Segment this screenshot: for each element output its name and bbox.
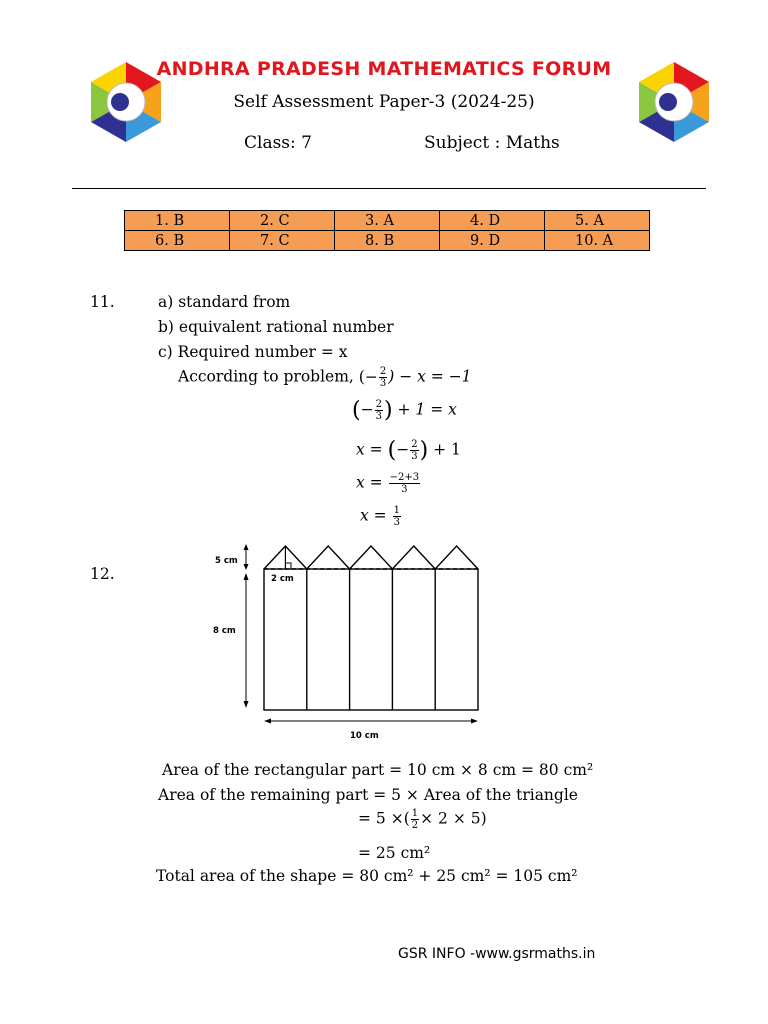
- frac-den: 3: [379, 378, 387, 389]
- minus-sign: −: [396, 440, 410, 459]
- answer-cell: 6. B: [125, 231, 230, 251]
- rect-width-label: 10 cm: [350, 731, 379, 741]
- rect-height-label: 8 cm: [213, 626, 236, 636]
- q11-step-3: x = (− $\frac{2}{3}$ ) + 1: [356, 438, 461, 463]
- header-divider: [72, 188, 706, 189]
- q12-line-3: [358, 808, 487, 831]
- frac-den: 3: [393, 517, 400, 528]
- q11-step-1-rest: ) − x = −1: [388, 367, 472, 386]
- frac-den: 3: [375, 411, 382, 422]
- q11-part-a: a) standard from: [158, 293, 291, 311]
- answer-key-table: [124, 210, 650, 251]
- q12-line-3-pre: = 5 ×(: [358, 809, 410, 828]
- q11-step-3-lhs: x =: [356, 440, 383, 459]
- triangle-base-label: 2 cm: [271, 574, 294, 584]
- q11-step-2-rest: + 1 = x: [397, 400, 457, 419]
- q12-line-2: Area of the remaining part = 5 × Area of the triangle: [158, 786, 578, 804]
- minus-sign: −: [364, 367, 378, 386]
- answer-cell: 10. A: [545, 231, 650, 251]
- frac-num: 2: [379, 366, 387, 377]
- q11-step-4: [356, 472, 421, 495]
- frac-den: 3: [411, 451, 418, 462]
- answer-row: [125, 211, 650, 231]
- q12-line-1: Area of the rectangular part = 10 cm × 8 cm = 80 cm²: [162, 761, 594, 779]
- q11-number: 11.: [90, 293, 115, 311]
- q11-part-c: c) Required number = x: [158, 343, 348, 361]
- subject-label: Subject : Maths: [424, 133, 560, 153]
- answer-cell: 1. B: [125, 211, 230, 231]
- answer-cell: 5. A: [545, 211, 650, 231]
- q11-intro: According to problem,: [178, 367, 354, 386]
- q11-step-4-lhs: x =: [356, 473, 383, 492]
- forum-title: ANDHRA PRADESH MATHEMATICS FORUM: [156, 58, 612, 80]
- footer-website: GSR INFO -www.gsrmaths.in: [398, 946, 596, 962]
- answer-cell: 7. C: [230, 231, 335, 251]
- answer-cell: 8. B: [335, 231, 440, 251]
- frac-num: 1: [411, 808, 419, 819]
- answer-cell: 4. D: [440, 211, 545, 231]
- q12-number: 12.: [90, 565, 115, 583]
- minus-sign: −: [360, 400, 374, 419]
- frac-num: −2+3: [389, 472, 420, 483]
- q11-step-5: [360, 505, 402, 528]
- frac-num: 2: [411, 439, 418, 450]
- answer-cell: 9. D: [440, 231, 545, 251]
- q12-line-3-post: × 2 × 5): [420, 809, 487, 828]
- q11-step-5-lhs: x =: [360, 506, 387, 525]
- answer-row: [125, 231, 650, 251]
- q11-part-b: b) equivalent rational number: [158, 318, 394, 336]
- frac-num: 1: [393, 505, 400, 516]
- frac-den: 2: [411, 820, 419, 831]
- frac-num: 2: [375, 399, 382, 410]
- class-label: Class: 7: [244, 133, 312, 153]
- q11-step-3-rest: + 1: [433, 440, 461, 459]
- q12-line-5: Total area of the shape = 80 cm² + 25 cm² = 105 cm²: [156, 867, 578, 885]
- frac-den: 3: [401, 484, 408, 495]
- triangle-height-label: 5 cm: [215, 556, 238, 566]
- q11-step-2: (− $\frac{2}{3}$ ) + 1 = x: [352, 398, 457, 423]
- paper-subtitle: Self Assessment Paper-3 (2024-25): [233, 92, 535, 112]
- answer-cell: 3. A: [335, 211, 440, 231]
- answer-cell: 2. C: [230, 211, 335, 231]
- q12-line-4: = 25 cm²: [358, 844, 431, 862]
- q11-step-1: According to problem, (− $\frac{2}{3}$ ) − x = −1: [178, 366, 472, 389]
- pentagon-strip-figure: [205, 540, 495, 745]
